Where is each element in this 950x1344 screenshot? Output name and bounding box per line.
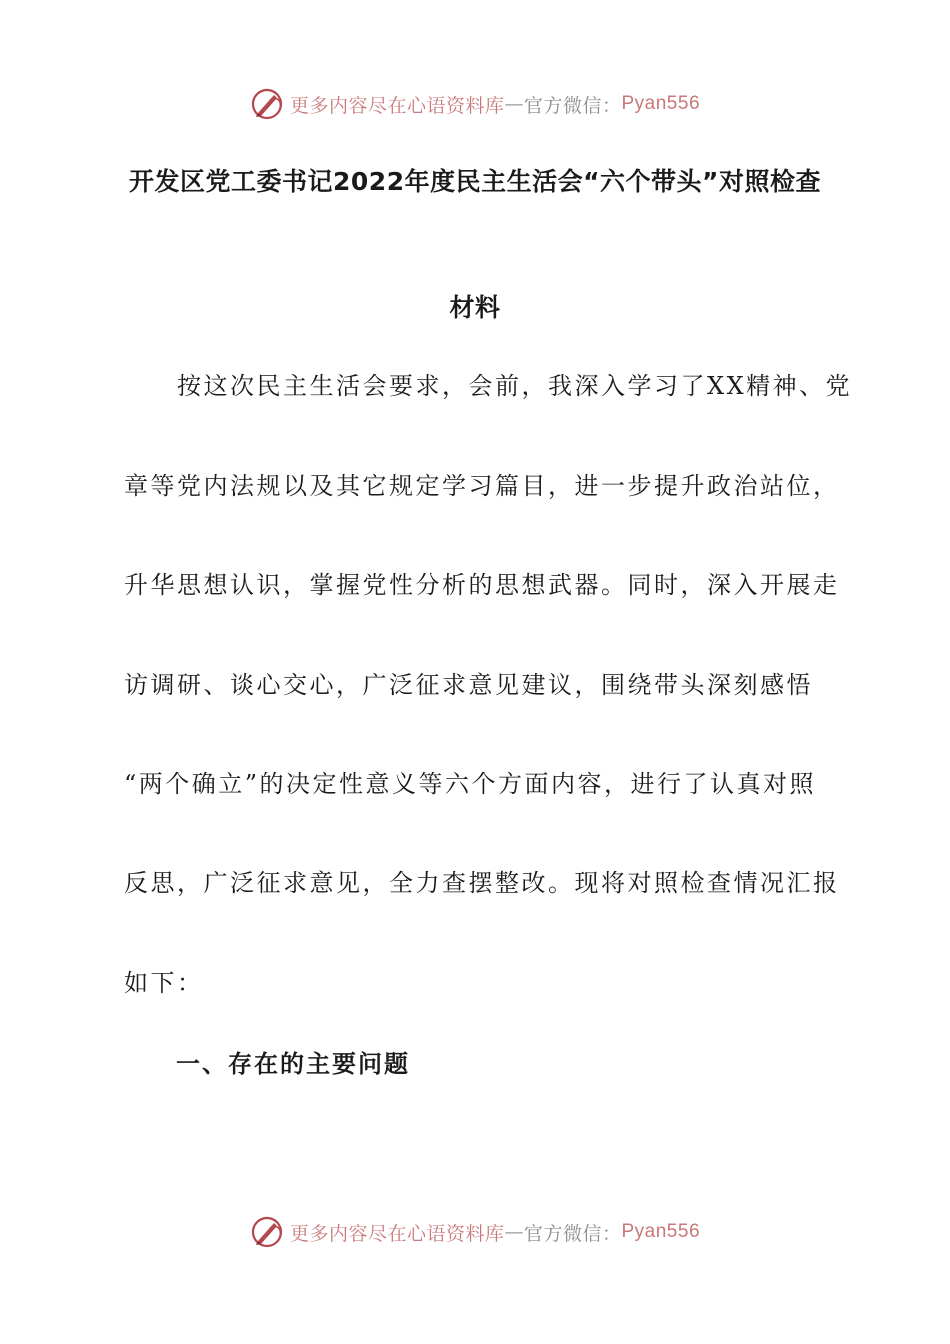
banner-text <box>290 91 700 118</box>
paragraph-line: 按这次民主生活会要求，会前，我深入学习了XX精神、党 <box>124 372 853 400</box>
banner-dash: — <box>504 1221 524 1243</box>
header-banner <box>0 84 950 124</box>
banner-wechat-label: 官方微信： <box>523 1222 622 1245</box>
section-heading: 一、存在的主要问题 <box>176 1050 410 1078</box>
pen-circle-logo-icon <box>250 1214 286 1250</box>
banner-wechat-label: 官方微信： <box>523 94 622 117</box>
pen-circle-logo-icon <box>250 86 286 122</box>
document-title-line-1: 开发区党工委书记2022年度民主生活会“六个带头”对照检查 <box>129 167 821 196</box>
banner-wechat-id: Pyan556 <box>621 1221 701 1242</box>
paragraph-line: “两个确立”的决定性意义等六个方面内容，进行了认真对照 <box>124 770 817 798</box>
banner-content <box>250 1214 700 1250</box>
paragraph-line: 反思，广泛征求意见，全力查摆整改。现将对照检查情况汇报 <box>124 869 840 897</box>
banner-site-name: 更多内容尽在心语资料库 <box>289 1222 505 1245</box>
banner-dash: — <box>504 93 524 115</box>
document-title-line-2: 材料 <box>449 293 501 322</box>
footer-banner <box>0 1212 950 1252</box>
paragraph-line: 访调研、谈心交心，广泛征求意见建议，围绕带头深刻感悟 <box>124 671 813 699</box>
banner-wechat-id: Pyan556 <box>621 93 701 114</box>
banner-content <box>250 86 700 122</box>
banner-text <box>290 1219 700 1246</box>
paragraph-line: 如下： <box>124 969 204 997</box>
banner-site-name: 更多内容尽在心语资料库 <box>289 94 505 117</box>
paragraph-line: 章等党内法规以及其它规定学习篇目，进一步提升政治站位， <box>124 472 840 500</box>
paragraph-line: 升华思想认识，掌握党性分析的思想武器。同时，深入开展走 <box>124 571 840 599</box>
